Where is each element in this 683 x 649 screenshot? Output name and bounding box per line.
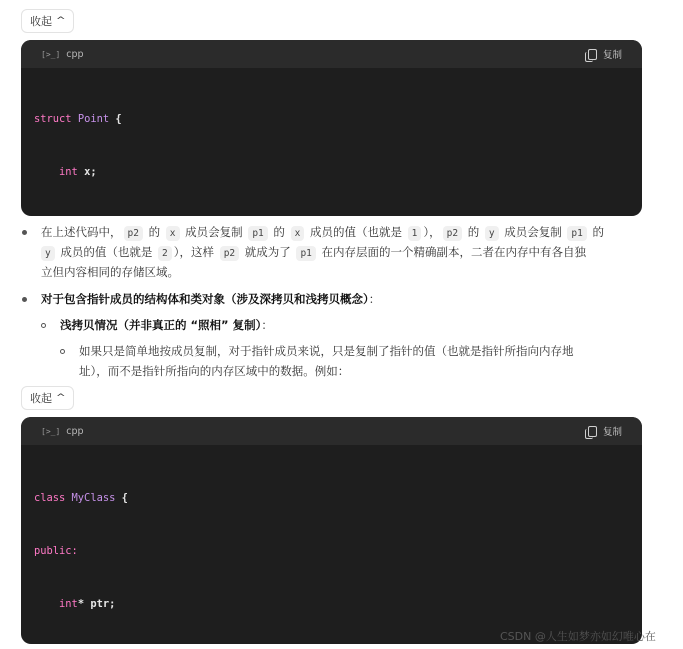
language-label: [>_] cpp — [41, 425, 84, 437]
language-label: [>_] cpp — [41, 48, 84, 60]
chevron-up-icon: ^ — [55, 393, 66, 403]
code-block-1 — [21, 40, 642, 216]
detail-paragraph: 如果只是简单地按成员复制，对于指针成员来说，只是复制了指针的值（也就是指针所指向内存地 址），而不是指针所指向的内存区域中的数据。例如： — [79, 344, 574, 378]
collapse-label: 收起 — [30, 15, 52, 28]
collapse-button[interactable] — [21, 9, 74, 33]
sub-sub-bullet-icon — [60, 349, 65, 354]
copy-icon — [588, 426, 597, 437]
explanation-paragraph — [41, 222, 641, 282]
code-content — [21, 68, 642, 216]
code-line: int* ptr; — [59, 597, 116, 610]
collapse-label: 收起 — [30, 392, 52, 405]
collapse-button[interactable] — [21, 386, 74, 410]
code-line: struct Point { — [34, 113, 122, 126]
code-line: class MyClass { — [34, 492, 128, 505]
copy-icon — [588, 49, 597, 60]
subsection-heading: 浅拷贝情况（并非真正的 “照相” 复制）： — [60, 318, 273, 332]
code-header — [21, 40, 642, 68]
code-block-2 — [21, 417, 642, 644]
terminal-icon: [>_] — [41, 426, 61, 436]
section-heading: 对于包含指针成员的结构体和类对象（涉及深拷贝和浅拷贝概念）： — [41, 292, 381, 306]
sub-bullet-icon — [41, 323, 46, 328]
code-line: public: — [34, 544, 78, 557]
bullet-icon — [22, 230, 27, 235]
csdn-watermark: CSDN @人生如梦亦如幻唯心在 — [500, 630, 656, 643]
copy-button[interactable]: 复制 — [588, 424, 622, 438]
chevron-up-icon: ^ — [55, 16, 66, 26]
text-line: y 成员的值（也就是 2 ），这样 p2 就成为了 p1 在内存层面的一个精确副本，二者在内存中有各自独 — [41, 242, 641, 262]
bullet-icon — [22, 297, 27, 302]
terminal-icon: [>_] — [41, 49, 61, 59]
code-content — [21, 445, 642, 644]
code-header — [21, 417, 642, 445]
copy-button[interactable]: 复制 — [588, 47, 622, 61]
code-line: int x; — [59, 165, 97, 178]
text-line: 立但内容相同的存储区域。 — [41, 265, 179, 279]
text-line: 在上述代码中， p2 的 x 成员会复制 p1 的 x 成员的值（也就是 1 ）， p2 的 y 成员会复制 p1 的 — [41, 225, 605, 239]
